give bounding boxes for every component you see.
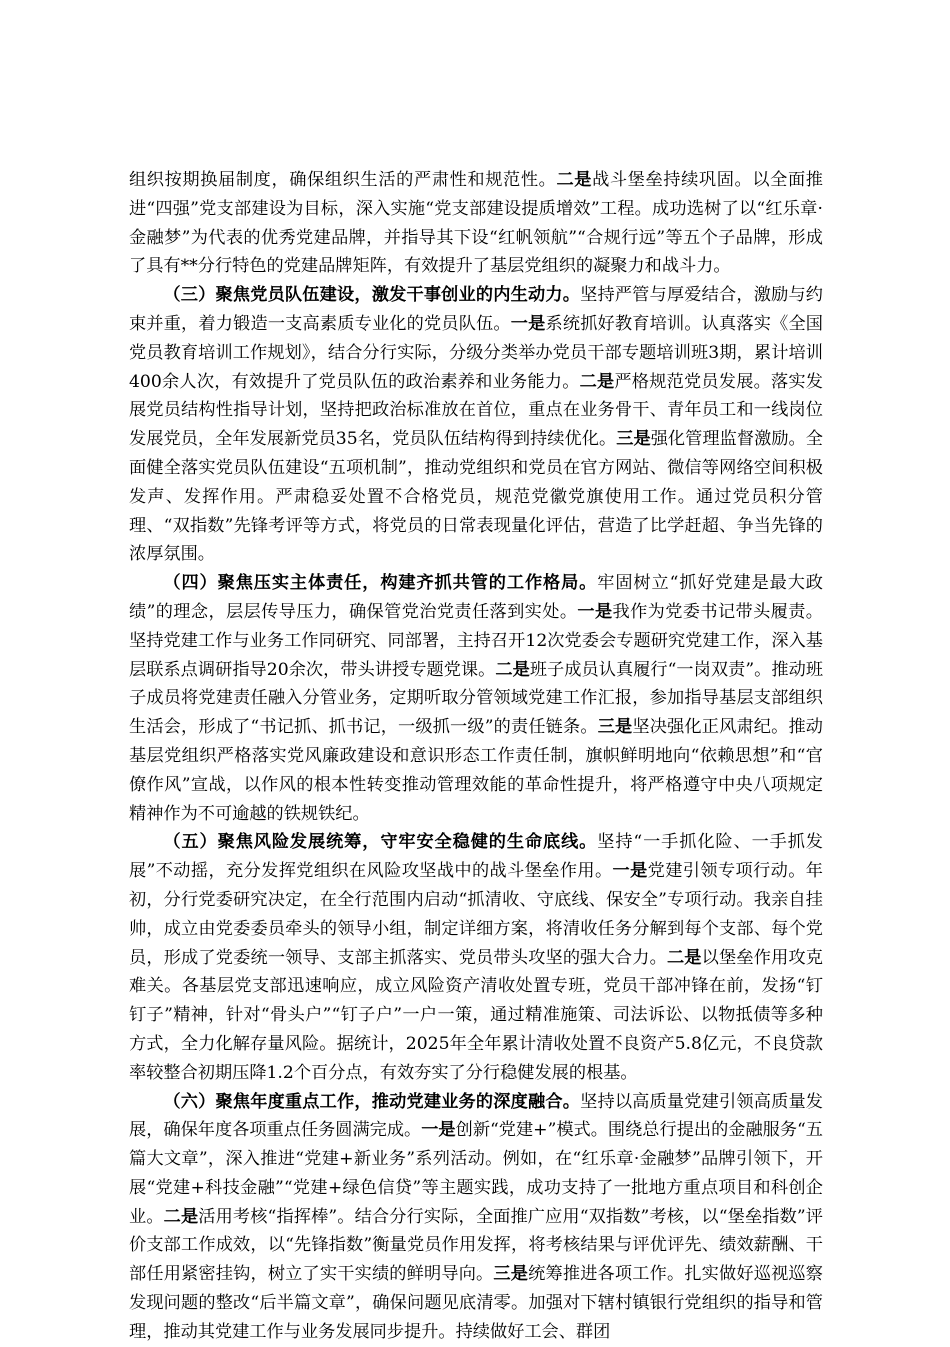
document-body: [129, 166, 823, 1347]
bold-run: 二是: [556, 170, 593, 190]
bold-run: 二是: [495, 659, 530, 680]
bold-run: 一是: [510, 313, 546, 334]
bold-run: 二是: [666, 947, 702, 968]
paragraph: [129, 569, 823, 828]
text-run: 统筹推进各项工作。扎实做好巡视巡察发现问题的整改“后半篇文章”，确保问题见底清零。加强对下辖村镇银行党组织的指导和管理，推动其党建工作与业务发展同步提升。持续做好工会、群团: [129, 1264, 823, 1342]
bold-run: 二是: [163, 1206, 199, 1227]
bold-run: 二是: [579, 371, 615, 392]
bold-run: （六）聚焦年度重点工作，推动党建业务的深度融合。: [163, 1091, 581, 1112]
bold-run: 一是: [612, 861, 648, 882]
bold-run: 三是: [616, 429, 651, 450]
text-run: 战斗堡垒持续巩固。以全面推进“四强”党支部建设为目标，深入实施“党支部建设提质增效”工程。成功选树了以“红乐章·金融梦”为代表的优秀党建品牌，并指导其下设“红帆领航”“合规行远”等五个子品牌，形成了具有**分行特色的党建品牌矩阵，有效提升了基层党组织的凝聚力和战斗力。: [129, 170, 823, 277]
paragraph: [129, 1088, 823, 1347]
text-run: 牢固树立“抓好党建是最大政绩”的理念，层层传导压力，确保管党治党责任落到实处。: [129, 573, 823, 622]
text-run: 我作为党委书记带头履责。坚持党建工作与业务工作同研究、同部署，主持召开12次党委会专题研究党建工作，深入基层联系点调研指导20余次，带头讲授专题党课。: [129, 601, 823, 680]
bold-run: 一是: [421, 1120, 456, 1141]
text-run: 活用考核“指挥棒”。结合分行实际，全面推广应用“双指数”考核，以“堡垒指数”评价支部工作成效，以“先锋指数”衡量党员作用发挥，将考核结果与评优评先、绩效薪酬、干部任用紧密挂钩，树立了实干实绩的鲜明导向。: [129, 1206, 823, 1285]
bold-run: （三）聚焦党员队伍建设，激发干事创业的内生动力。: [163, 285, 581, 306]
bold-run: 三是: [597, 717, 633, 738]
bold-run: （四）聚焦压实主体责任，构建齐抓共管的工作格局。: [163, 573, 598, 594]
text-run: 组织按期换届制度，确保组织生活的严肃性和规范性。: [129, 170, 557, 190]
text-run: 以堡垒作用攻克难关。各基层党支部迅速响应，成立风险资产清收处置专班，党员干部冲锋在前，发扬“钉钉子”精神，针对“骨头户”“钉子户”一户一策，通过精准施策、司法诉讼、以物抵债等多种方式，全力化解存量风险。据统计，2025年全年累计清收处置不良资产5.8亿元，不良贷款率较整合初期压降1.2个百分点，有效夯实了分行稳健发展的根基。: [129, 947, 823, 1083]
text-run: 系统抓好教育培训。认真落实《全国党员教育培训工作规划》，结合分行实际，分级分类举办党员干部专题培训班3期，累计培训400余人次，有效提升了党员队伍的政治素养和业务能力。: [129, 313, 823, 392]
text-run: 强化管理监督激励。全面健全落实党员队伍建设“五项机制”，推动党组织和党员在官方网站、微信等网络空间积极发声、发挥作用。严肃稳妥处置不合格党员，规范党徽党旗使用工作。通过党员积分管理、“双指数”先锋考评等方式，将党员的日常表现量化评估，营造了比学赶超、争当先锋的浓厚氛围。: [129, 429, 823, 565]
text-run: 班子成员认真履行“一岗双责”。推动班子成员将党建责任融入分管业务，定期听取分管领域党建工作汇报，参加指导基层支部组织生活会，形成了“书记抓、抓书记，一级抓一级”的责任链条。: [129, 659, 824, 738]
text-run: 坚持严管与厚爱结合，激励与约束并重，着力锻造一支高素质专业化的党员队伍。: [129, 285, 823, 334]
paragraph: [129, 281, 823, 569]
text-run: 创新“党建+”模式。围绕总行提出的金融服务“五篇大文章”，深入推进“党建+新业务”系列活动。例如，在“红乐章·金融梦”品牌引领下，开展“党建+科技金融”“党建+绿色信贷”等主题实践，成功支持了一批地方重点项目和科创企业。: [129, 1120, 823, 1227]
text-run: 坚决强化正风肃纪。推动基层党组织严格落实党风廉政建设和意识形态工作责任制，旗帜鲜明地向“依赖思想”和“官僚作风”宣战，以作风的根本性转变推动管理效能的革命性提升，将严格遵守中央八项规定精神作为不可逾越的铁规铁纪。: [129, 717, 823, 824]
paragraph: [129, 828, 823, 1087]
text-run: 严格规范党员发展。落实发展党员结构性指导计划，坚持把政治标准放在首位，重点在业务骨干、青年员工和一线岗位发展党员，全年发展新党员35名，党员队伍结构得到持续优化。: [129, 371, 823, 450]
text-run: 党建引领专项行动。年初，分行党委研究决定，在全行范围内启动“抓清收、守底线、保安全”专项行动。我亲自挂帅，成立由党委委员牵头的领导小组，制定详细方案，将清收任务分解到每个支部、每个党员，形成了党委统一领导、支部主抓落实、党员带头攻坚的强大合力。: [129, 861, 823, 968]
bold-run: 三是: [493, 1264, 529, 1285]
bold-run: （五）聚焦风险发展统筹，守牢安全稳健的生命底线。: [163, 832, 598, 853]
text-run: 坚持以高质量党建引领高质量发展，确保年度各项重点任务圆满完成。: [129, 1091, 823, 1141]
bold-run: 一是: [577, 601, 613, 622]
text-run: 坚持“一手抓化险、一手抓发展”不动摇，充分发挥党组织在风险攻坚战中的战斗堡垒作用。: [129, 832, 823, 882]
paragraph: [129, 166, 823, 281]
